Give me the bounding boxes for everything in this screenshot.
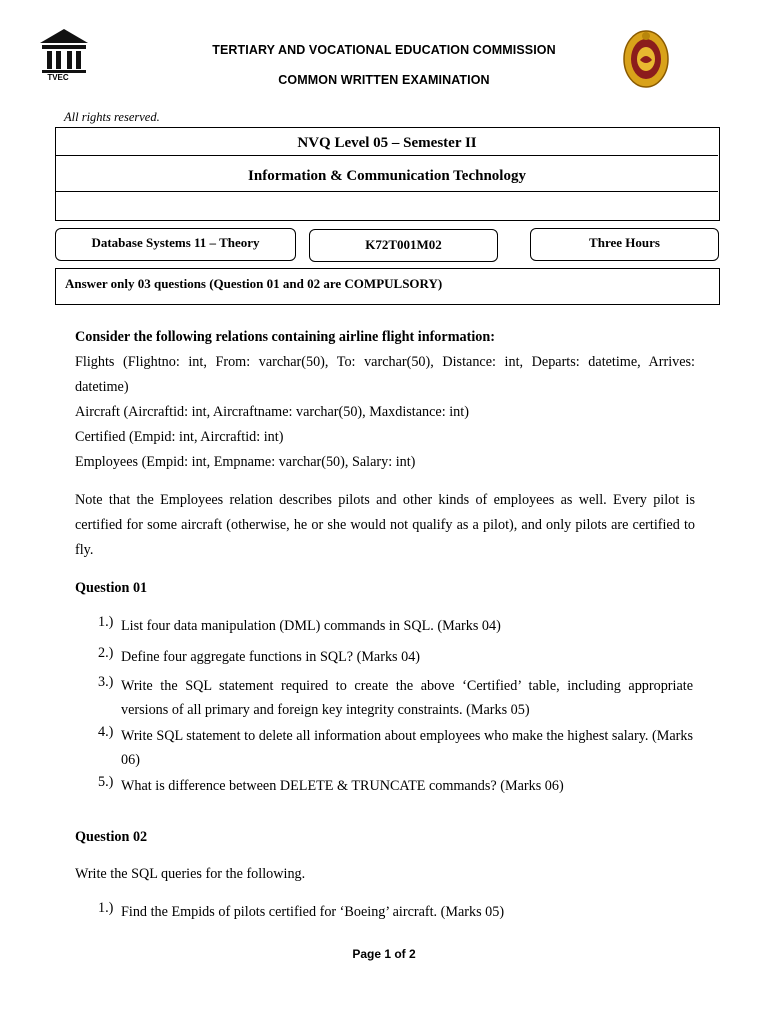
question-02-intro: Write the SQL queries for the following. [75, 866, 306, 882]
code-text: K72T001M02 [365, 237, 442, 252]
page-number: Page 1 of 2 [352, 947, 416, 961]
relation-aircraft: Aircraft (Aircraftid: int, Aircraftname: varchar(50), Maxdistance: int) [75, 404, 469, 420]
item-text: What is difference between DELETE & TRUNCATE commands? (Marks 06) [121, 778, 564, 794]
rights-notice: All rights reserved. [64, 110, 160, 124]
exam-title: COMMON WRITTEN EXAMINATION [278, 73, 490, 87]
logo-label: TVEC [47, 73, 69, 82]
item-number: 1.) [98, 614, 114, 630]
item-number: 3.) [98, 674, 114, 690]
intro-heading: Consider the following relations containing airline flight information: [75, 329, 495, 345]
instruction-box [55, 268, 720, 305]
question-01-title: Question 01 [75, 580, 148, 596]
intro-note: Note that the Employees relation describes pilots and other kinds of employees as well. Every pilot is certified for some aircraft (otherwise, he or she would not qualify as a pilot), and only pilots are certified to fly. [75, 492, 695, 558]
item-text: List four data manipulation (DML) commands in SQL. (Marks 04) [121, 618, 501, 634]
emblem-icon [621, 28, 671, 90]
title-divider-1 [56, 155, 718, 156]
subject-box [55, 228, 296, 261]
program-text: Information & Communication Technology [248, 168, 526, 184]
duration-text: Three Hours [589, 235, 660, 250]
title-box [55, 127, 720, 221]
org-title: TERTIARY AND VOCATIONAL EDUCATION COMMISSION [212, 43, 556, 57]
duration-box [530, 228, 719, 261]
level-text: NVQ Level 05 – Semester II [297, 135, 477, 151]
item-text: Write the SQL statement required to create the above ‘Certified’ table, including appropriate versions of all primary and foreign key integrity constraints. (Marks 05) [121, 678, 693, 718]
item-number: 2.) [98, 645, 114, 661]
item-number: 5.) [98, 774, 114, 790]
item-number: 4.) [98, 724, 114, 740]
question-02-title: Question 02 [75, 829, 148, 845]
code-box [309, 229, 498, 262]
title-divider-2 [56, 191, 718, 192]
item-text: Find the Empids of pilots certified for ‘Boeing’ aircraft. (Marks 05) [121, 904, 505, 920]
relation-flights: Flights (Flightno: int, From: varchar(50), To: varchar(50), Distance: int, Departs: datetime, Arrives: datetime) [75, 354, 695, 395]
relation-employees: Employees (Empid: int, Empname: varchar(50), Salary: int) [75, 454, 416, 470]
subject-text: Database Systems 11 – Theory [91, 235, 260, 250]
instruction-text: Answer only 03 questions (Question 01 and 02 are COMPULSORY) [65, 276, 443, 291]
item-text: Write SQL statement to delete all information about employees who make the highest salary. (Marks 06) [121, 728, 693, 768]
relation-certified: Certified (Empid: int, Aircraftid: int) [75, 429, 284, 445]
sri-lanka-emblem [621, 28, 671, 90]
item-number: 1.) [98, 900, 114, 916]
item-text: Define four aggregate functions in SQL? (Marks 04) [121, 649, 421, 665]
